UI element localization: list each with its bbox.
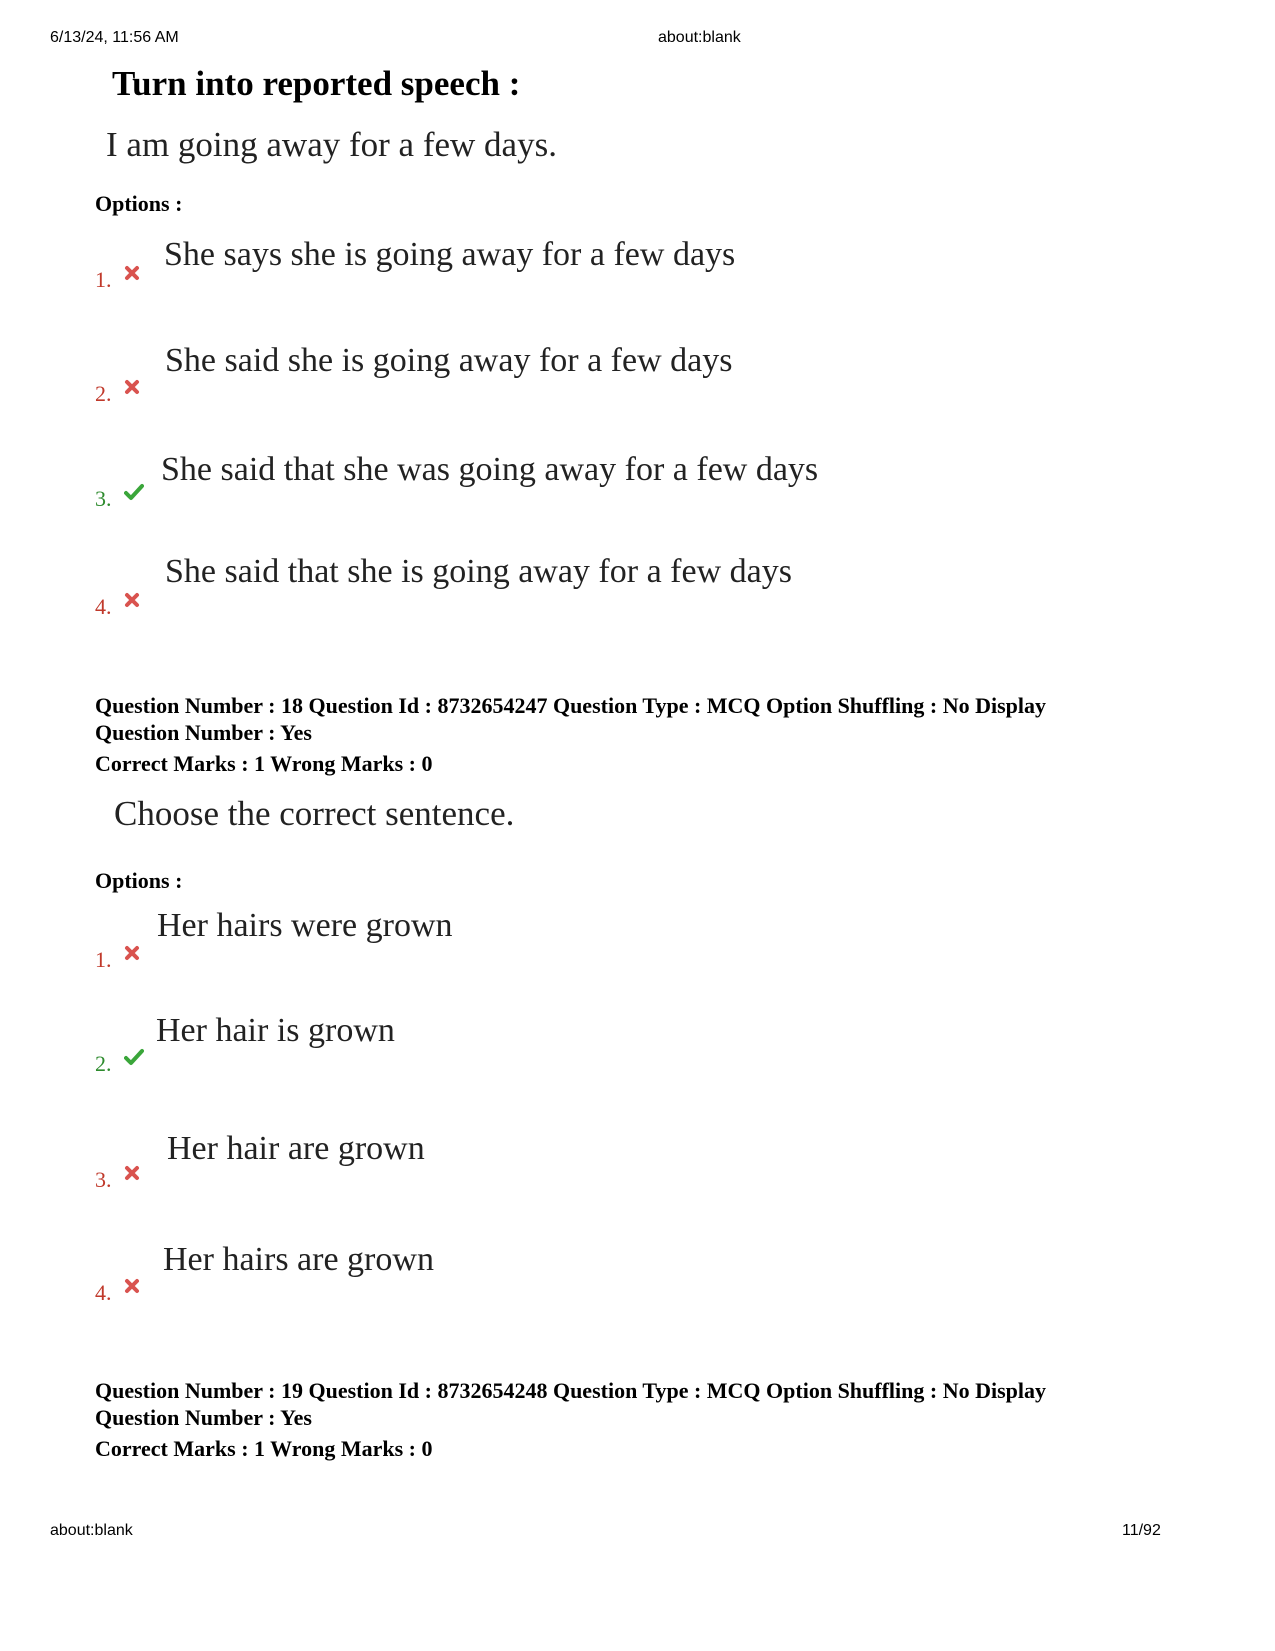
option-number: 2. <box>95 1051 144 1077</box>
option-number: 3. <box>95 486 144 512</box>
option-text: Her hair is grown <box>156 1012 395 1049</box>
page-number: 11/92 <box>1122 1522 1161 1539</box>
print-datetime: 6/13/24, 11:56 AM <box>50 29 179 46</box>
question-meta-line: Question Number : 18 Question Id : 8732654247 Question Type : MCQ Option Shuffling : No Display <box>95 693 1047 718</box>
option-number: 4. <box>95 1280 140 1306</box>
option-text: Her hair are grown <box>167 1130 425 1167</box>
question-meta <box>95 692 1195 777</box>
marks-line: Correct Marks : 1 Wrong Marks : 0 <box>95 751 433 776</box>
cross-icon <box>124 265 140 281</box>
print-url-footer: about:blank <box>50 1522 133 1539</box>
question-title: Turn into reported speech : <box>112 64 521 103</box>
question-text: I am going away for a few days. <box>106 125 557 164</box>
cross-icon <box>124 1278 140 1294</box>
option-number: 2. <box>95 381 140 407</box>
check-icon <box>124 1048 144 1066</box>
option-number: 1. <box>95 267 140 293</box>
question-meta <box>95 1377 1195 1462</box>
cross-icon <box>124 379 140 395</box>
cross-icon <box>124 945 140 961</box>
option-number: 1. <box>95 947 140 973</box>
option-text: She says she is going away for a few days <box>164 236 736 273</box>
cross-icon <box>124 1165 140 1181</box>
option-text: She said that she is going away for a few days <box>165 553 792 590</box>
options-label: Options : <box>95 191 183 216</box>
question-text: Choose the correct sentence. <box>114 794 515 833</box>
cross-icon <box>124 592 140 608</box>
question-meta-line: Question Number : Yes <box>95 1405 312 1430</box>
marks-line: Correct Marks : 1 Wrong Marks : 0 <box>95 1436 433 1461</box>
option-text: She said that she was going away for a few days <box>161 451 819 488</box>
option-number: 3. <box>95 1167 140 1193</box>
options-label: Options : <box>95 868 183 893</box>
check-icon <box>124 483 144 501</box>
option-number: 4. <box>95 594 140 620</box>
question-meta-line: Question Number : Yes <box>95 720 312 745</box>
option-text: Her hairs were grown <box>157 907 453 944</box>
option-text: She said she is going away for a few days <box>165 342 733 379</box>
option-text: Her hairs are grown <box>163 1241 434 1278</box>
question-meta-line: Question Number : 19 Question Id : 8732654248 Question Type : MCQ Option Shuffling : No Display <box>95 1378 1047 1403</box>
print-url-header: about:blank <box>658 29 741 46</box>
